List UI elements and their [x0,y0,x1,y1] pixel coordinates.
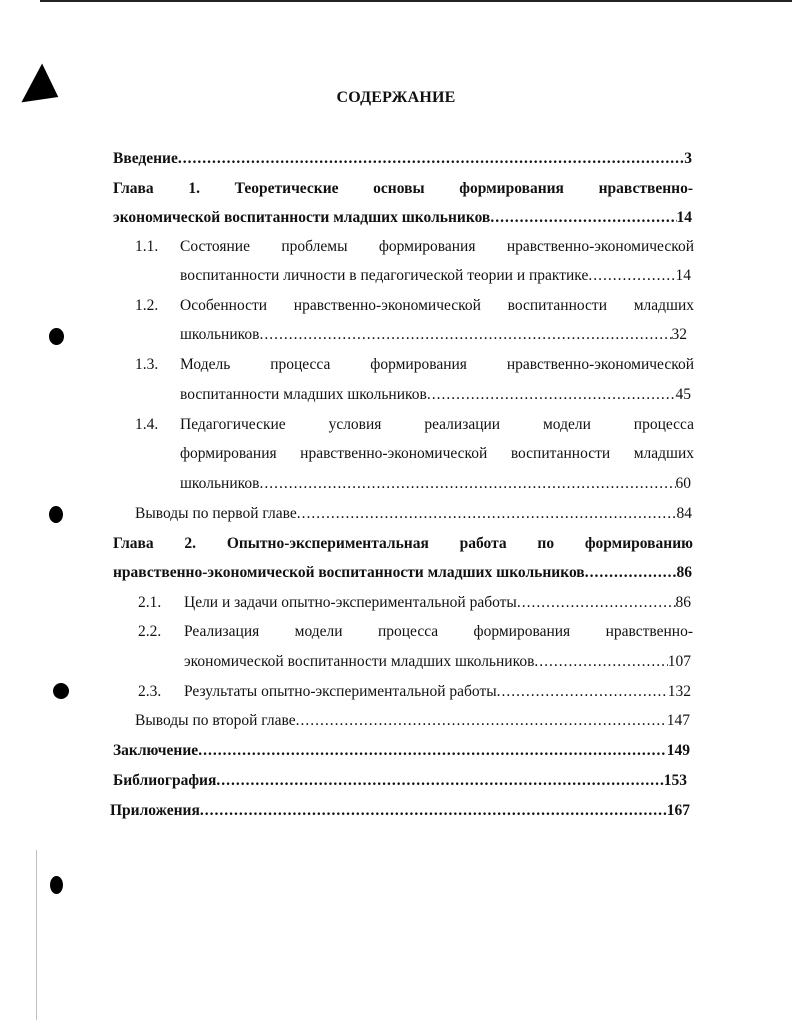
toc-page: 153 [663,772,687,789]
leader-dots [517,593,676,613]
toc-label: Приложения [110,802,200,819]
toc-section-1-4-cont2[interactable] [180,474,691,494]
toc-entry-conclusion[interactable] [113,741,690,761]
toc-page: 60 [675,475,691,492]
top-scan-border [40,0,792,2]
toc-label: экономической воспитанности младших школьников [113,209,491,226]
toc-chapter-1-title-cont[interactable] [113,208,692,228]
section-number: 1.3. [135,356,159,373]
leader-dots [178,149,684,169]
toc-section-1-4-cont[interactable]: формирования нравственно-экономической воспитанности младших [180,445,694,462]
toc-page: 86 [676,564,692,581]
leader-dots [490,208,676,228]
toc-label: Библиография [113,772,217,789]
leader-dots [200,801,667,821]
toc-chapter-1-title[interactable]: Глава 1. Теоретические основы формирования нравственно- [113,180,693,197]
section-number: 2.2. [138,623,162,640]
toc-chapter-2-title[interactable]: Глава 2. Опытно-экспериментальная работа по формированию [113,535,693,552]
toc-section-2-2[interactable]: Реализация модели процесса формирования нравственно- [184,623,693,640]
toc-label: Результаты опытно-экспериментальной работы [184,683,497,700]
toc-page: 107 [667,653,691,670]
toc-label: Заключение [113,742,199,759]
toc-label: Цели и задачи опытно-экспериментальной работы [184,594,517,611]
toc-page: 45 [675,386,691,403]
toc-page: 167 [666,802,690,819]
toc-section-1-2[interactable]: Особенности нравственно-экономической воспитанности младших [180,297,694,314]
section-number: 2.1. [138,594,162,611]
page-title: СОДЕРЖАНИЕ [336,89,456,106]
toc-page: 84 [676,505,692,522]
toc-section-1-3[interactable]: Модель процесса формирования нравственно-экономической [180,356,694,373]
toc-section-1-3-cont[interactable] [180,385,691,405]
toc-section-2-2-cont[interactable] [184,652,691,672]
leader-dots [497,682,668,702]
leader-dots [198,741,667,761]
toc-page: 14 [675,267,691,284]
toc-section-1-1-cont[interactable] [180,266,691,286]
section-number: 2.3. [138,683,162,700]
leader-dots [259,325,671,345]
left-scan-edge [36,850,37,1020]
leader-dots [534,652,667,672]
hole-punch-mark [49,506,63,523]
toc-page: 32 [671,326,687,343]
section-number: 1.4. [135,416,159,433]
leader-dots [296,711,667,731]
toc-section-1-1[interactable]: Состояние проблемы формирования нравственно-экономической [180,238,694,255]
leader-dots [297,504,677,524]
toc-chapter-2-title-cont[interactable] [113,563,692,583]
toc-label: воспитанности личности в педагогической теории и практике [180,267,589,284]
toc-page: 86 [675,594,691,611]
section-number: 1.1. [135,238,159,255]
toc-label: нравственно-экономической воспитанности младших школьников [113,564,585,581]
toc-label: Выводы по второй главе [135,712,296,729]
toc-section-1-2-cont[interactable] [180,325,687,345]
hole-punch-mark [49,328,64,345]
toc-label: Выводы по первой главе [135,505,297,522]
hole-punch-mark [50,876,63,894]
leader-dots [588,266,675,286]
toc-page: 3 [684,150,692,167]
leader-dots [585,563,677,583]
hole-punch-mark [53,683,69,699]
toc-section-2-3[interactable] [184,682,691,702]
toc-page: 14 [676,209,692,226]
toc-entry-intro[interactable] [113,149,692,169]
section-number: 1.2. [135,297,159,314]
toc-label: школьников [180,326,260,343]
toc-label: Введение [113,150,178,167]
toc-conclusion-1[interactable] [135,504,692,524]
toc-entry-appendices[interactable] [110,801,690,821]
toc-label: воспитанности младших школьников [180,386,427,403]
toc-page: 147 [666,712,690,729]
leader-dots [216,771,663,791]
leader-dots [259,474,675,494]
toc-page: 149 [666,742,690,759]
toc-page: 132 [667,683,691,700]
toc-label: школьников [180,475,260,492]
toc-conclusion-2[interactable] [135,711,690,731]
toc-section-2-1[interactable] [184,593,691,613]
toc-label: экономической воспитанности младших школьников [184,653,535,670]
toc-section-1-4[interactable]: Педагогические условия реализации модели процесса [180,416,694,433]
toc-entry-bibliography[interactable] [113,771,687,791]
leader-dots [427,385,676,405]
